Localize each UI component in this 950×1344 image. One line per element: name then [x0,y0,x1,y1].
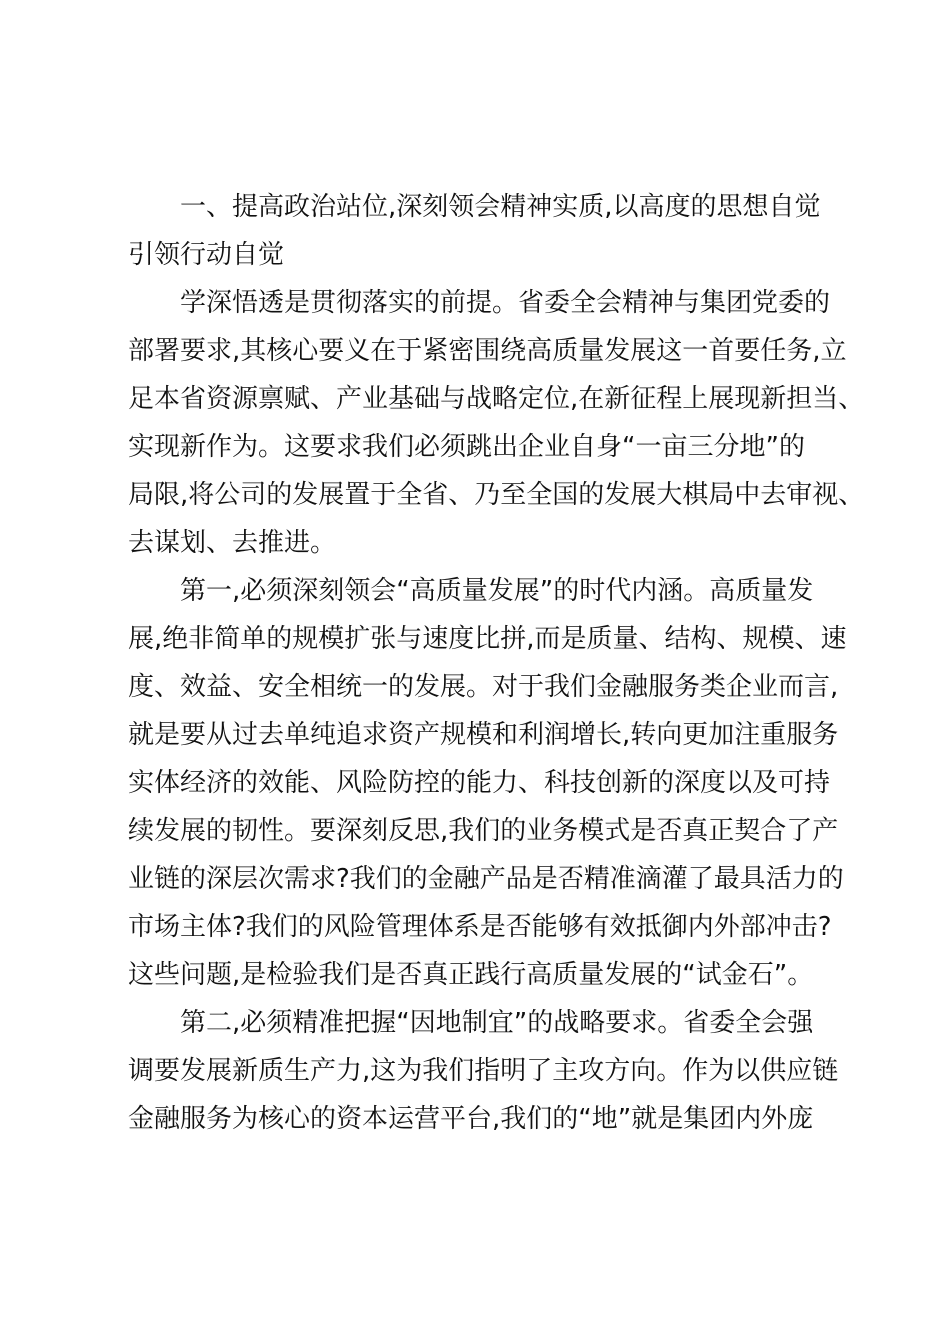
text-line: 学深悟透是贯彻落实的前提。省委全会精神与集团党委的 [180,288,831,318]
text-line: 展,绝非简单的规模扩张与速度比拼,而是质量、结构、规模、速 [128,624,847,654]
text-line: 第二,必须精准把握“因地制宜”的战略要求。省委全会强 [180,1008,814,1038]
paragraph [128,567,847,999]
heading-line: 引领行动自觉 [128,240,285,270]
text-line: 市场主体?我们的风险管理体系是否能够有效抵御内外部冲击? [128,912,832,942]
text-line: 实现新作为。这要求我们必须跳出企业自身“一亩三分地”的 [128,432,805,462]
text-line: 业链的深层次需求?我们的金融产品是否精准滴灌了最具活力的 [128,864,844,894]
document-page [128,183,865,1143]
text-line: 度、效益、安全相统一的发展。对于我们金融服务类企业而言, [128,672,839,702]
text-line: 去谋划、去推进。 [128,528,337,558]
text-line: 调要发展新质生产力,这为我们指明了主攻方向。作为以供应链 [128,1056,839,1086]
text-line: 这些问题,是检验我们是否真正践行高质量发展的“试金石”。 [128,960,814,990]
text-line: 续发展的韧性。要深刻反思,我们的业务模式是否真正契合了产 [128,816,839,846]
text-line: 金融服务为核心的资本运营平台,我们的“地”就是集团内外庞 [128,1104,814,1134]
paragraph [128,279,865,567]
text-line: 部署要求,其核心要义在于紧密围绕高质量发展这一首要任务,立 [128,336,847,366]
section-heading [128,183,838,279]
text-line: 实体经济的效能、风险防控的能力、科技创新的深度以及可持 [128,768,831,798]
text-line: 第一,必须深刻领会“高质量发展”的时代内涵。高质量发 [180,576,814,606]
text-line: 足本省资源禀赋、产业基础与战略定位,在新征程上展现新担当、 [128,384,865,414]
paragraph [128,999,838,1143]
text-line: 就是要从过去单纯追求资产规模和利润增长,转向更加注重服务 [128,720,839,750]
heading-line: 一、提高政治站位,深刻领会精神实质,以高度的思想自觉 [180,192,821,222]
text-line: 局限,将公司的发展置于全省、乃至全国的发展大棋局中去审视、 [128,480,865,510]
